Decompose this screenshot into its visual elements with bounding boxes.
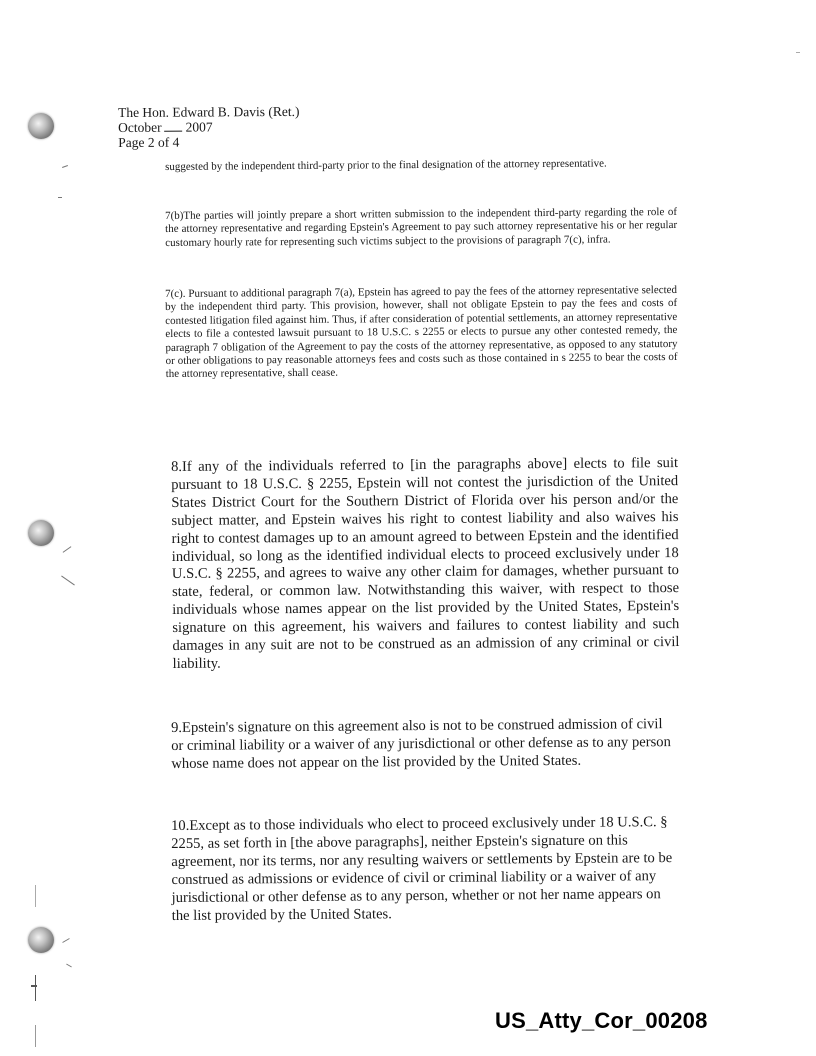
- punch-hole-middle: [28, 520, 54, 546]
- paragraph-8: 8.If any of the individuals referred to [in the paragraphs above] elects to file suit pursuant to 18 U.S.C. § 2255, Epstein will not contest the jurisdiction of the United States District Court for the Southern District of Florida over his person and/or the subject matter, and Epstein waives his right to contest liability and also waives his right to contest damages up to an amount agreed to between Epstein and the identified individual, so long as the identified individual elects to proceed exclusively under 18 U.S.C. § 2255, and agrees to waive any other claim for damages, whether pursuant to state, federal, or common law. Notwithstanding this waiver, with respect to those individuals whose names appear on the list provided by the United States, Epstein's signature on this agreement, his waivers and failures to contest liability and such damages in any suit are not to be construed as an admission of any criminal or civil liability.: [171, 455, 680, 672]
- scan-mark: [35, 1025, 36, 1047]
- paragraph-7a-continued: suggested by the independent third-party prior to the final designation of the attorney representative.: [165, 157, 607, 173]
- paragraph-9: 9.Epstein's signature on this agreement also is not to be construed admission of civil or criminal liability or a waiver of any jurisdictional or other defense as to any person whose name does not appear on the list provided by the United States.: [171, 716, 671, 772]
- date-line: [118, 119, 300, 135]
- scan-mark: [35, 975, 36, 1001]
- scan-mark: [61, 576, 75, 586]
- punch-hole-top: [28, 113, 54, 139]
- scan-mark: [35, 885, 36, 907]
- date-month: October: [118, 119, 162, 135]
- punch-hole-bottom: [28, 927, 54, 953]
- scan-mark: [58, 197, 62, 198]
- scan-mark: [796, 52, 800, 53]
- scan-mark: [62, 938, 69, 943]
- date-year: 2007: [185, 119, 213, 135]
- scan-mark: [31, 985, 37, 987]
- scan-mark: [66, 964, 72, 968]
- letter-header: [118, 104, 300, 150]
- date-day-blank: [165, 121, 183, 132]
- paragraph-7b: 7(b)The parties will jointly prepare a short written submission to the independent third-party regarding the role of the attorney representative and regarding Epstein's Agreement to pay such attorney representative his or her regular customary hourly rate for representing such victims subject to the provisions of paragraph 7(c), infra.: [165, 205, 678, 249]
- paragraph-7c: 7(c). Pursuant to additional paragraph 7(a), Epstein has agreed to pay the fees of the attorney representative selected by the independent third party. This provision, however, shall not obligate Epstein to pay the fees and costs of contested litigation filed against him. Thus, if after consideration of potential settlements, an attorney representative elects to file a contested lawsuit pursuant to 18 U.S.C. s 2255 or elects to pursue any other contested remedy, the paragraph 7 obligation of the Agreement to pay the costs of the attorney representative, as opposed to any statutory or other obligations to pay reasonable attorneys fees and costs such as those contained in s 2255 to bear the costs of the attorney representative, shall cease.: [165, 283, 678, 381]
- scan-mark: [62, 165, 68, 168]
- paragraph-10: 10.Except as to those individuals who elect to proceed exclusively under 18 U.S.C. § 2255, as set forth in [the above paragraphs], neither Epstein's signature on this agreement, nor its terms, nor any resulting waivers or settlements by Epstein are to be construed as admissions or evidence of civil or criminal liability or a waiver of any jurisdictional or other defense as to any person, whether or not her name appears on the list provided by the United States.: [171, 814, 673, 924]
- recipient-line: The Hon. Edward B. Davis (Ret.): [118, 103, 300, 120]
- page-number: Page 2 of 4: [118, 134, 180, 150]
- bates-number: US_Atty_Cor_00208: [495, 1008, 708, 1033]
- scan-mark: [63, 546, 72, 553]
